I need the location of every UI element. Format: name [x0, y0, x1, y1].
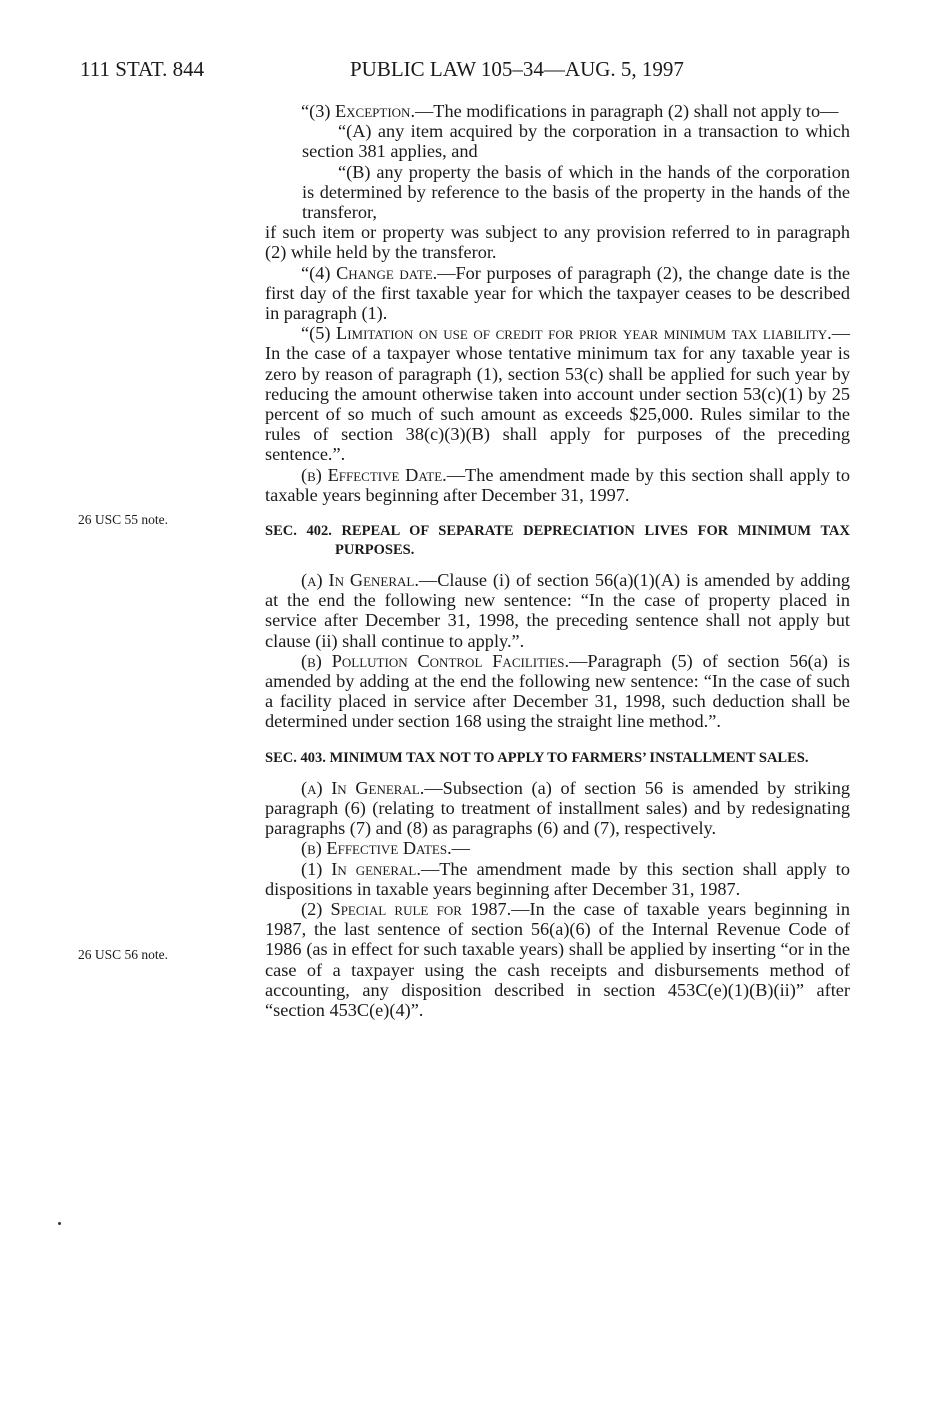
heading-special-rule: (2) Special rule for 1987. [301, 898, 512, 919]
text-403-in-general: —Subsection (a) of section 56 is amended by striking paragraph (6) (relating to treatment of installment sales) and by redesignating paragraphs (7) and (8) as paragraphs (6) and (7), respectively. [265, 777, 850, 839]
section-402-subsection-a [265, 570, 850, 651]
section-403-subsection-a [265, 778, 850, 839]
heading-limitation: “(5) Limitation on use of credit for prior year minimum tax liability. [301, 323, 832, 344]
heading-exception: “(3) Exception. [301, 101, 416, 121]
section-402-subsection-b [265, 651, 850, 732]
text-403-p1: —The amendment made by this section shall apply to dispositions in taxable years beginning after December 31, 1987. [265, 858, 850, 899]
scan-speck [58, 1222, 61, 1225]
section-403-paragraph-1 [265, 859, 850, 899]
heading-effective-dates: (b) Effective Dates. [301, 838, 452, 859]
text-special-rule: —In the case of taxable years beginning in 1987, the last sentence of section 56(a)(6) of the Internal Revenue Code of 1986 (as in effect for such taxable years) shall be applied by inserting “or in the case of a taxpayer using the cash receipts and disbursements method of accounting, any disposition described in section 453C(e)(1)(B)(ii)” after “section 453C(e)(4)”. [265, 898, 850, 1020]
text-exception: —The modifications in paragraph (2) shall not apply to— [415, 101, 839, 121]
text-limitation: —In the case of a taxpayer whose tentative minimum tax for any taxable year is zero by reason of paragraph (1), section 53(c) shall be applied for such year by reducing the amount otherwise taken into account under section 53(c)(1) by 25 percent of so much of such amount as exceeds $25,000. Rules similar to the rules of section 38(c)(3)(B) shall apply for purposes of the preceding sentence.”. [265, 323, 850, 465]
section-403-subsection-b [265, 838, 850, 858]
text-change-date: —For purposes of paragraph (2), the change date is the first day of the first taxable year for which the taxpayer ceases to be described in paragraph (1). [265, 262, 851, 324]
stat-page-number: 111 STAT. 844 [80, 57, 205, 81]
heading-pollution-control: (b) Pollution Control Facilities. [301, 650, 570, 671]
text-effective-date: —The amendment made by this section shall apply to taxable years beginning after December 31, 1997. [265, 464, 850, 505]
heading-403-in-general: (a) In General. [301, 777, 425, 798]
document-body [265, 101, 850, 1020]
heading-change-date: “(4) Change date. [301, 262, 438, 283]
heading-403-p1-in-general: (1) In general. [301, 858, 421, 879]
section-403-title: SEC. 403. MINIMUM TAX NOT TO APPLY TO FARMERS’ INSTALLMENT SALES. [265, 749, 809, 766]
text-pollution-control: —Paragraph (5) of section 56(a) is amended by adding at the end the following new sentence: “In the case of such a facility placed in service after December 31, 1998, such deduction shall be determined under section 168 using the straight line method.”. [265, 650, 850, 732]
section-402-title: SEC. 402. REPEAL OF SEPARATE DEPRECIATION LIVES FOR MINIMUM TAX PURPOSES. [265, 523, 850, 559]
flush-text: if such item or property was subject to any provision referred to in paragraph (2) while held by the transferor. [265, 222, 850, 263]
heading-402-in-general: (a) In General. [301, 570, 419, 591]
law-citation: PUBLIC LAW 105–34—AUG. 5, 1997 [350, 57, 684, 81]
running-head [80, 56, 880, 82]
margin-note-usc-56: 26 USC 56 note. [78, 947, 169, 962]
section-403-paragraph-2 [265, 899, 850, 1020]
text-effective-dates: — [451, 838, 470, 859]
subsection-b-effective-date [265, 465, 850, 505]
paragraph-4-change-date [265, 263, 850, 324]
paragraph-5-limitation [265, 323, 850, 464]
subparagraph-a: “(A) any item acquired by the corporation in a transaction to which section 381 applies, and [302, 121, 850, 162]
subparagraph-b: “(B) any property the basis of which in the hands of the corporation is determined by reference to the basis of the property in the hands of the transferor, [302, 161, 850, 223]
text-402-in-general: —Clause (i) of section 56(a)(1)(A) is amended by adding at the end the following new sentence: “In the case of property placed in service after December 31, 1998, the preceding sentence shall not apply but clause (ii) shall continue to apply.”. [265, 570, 850, 651]
heading-effective-date: (b) Effective Date. [301, 464, 447, 485]
paragraph-3-exception [265, 101, 850, 121]
margin-note-usc-55: 26 USC 55 note. [78, 512, 169, 527]
